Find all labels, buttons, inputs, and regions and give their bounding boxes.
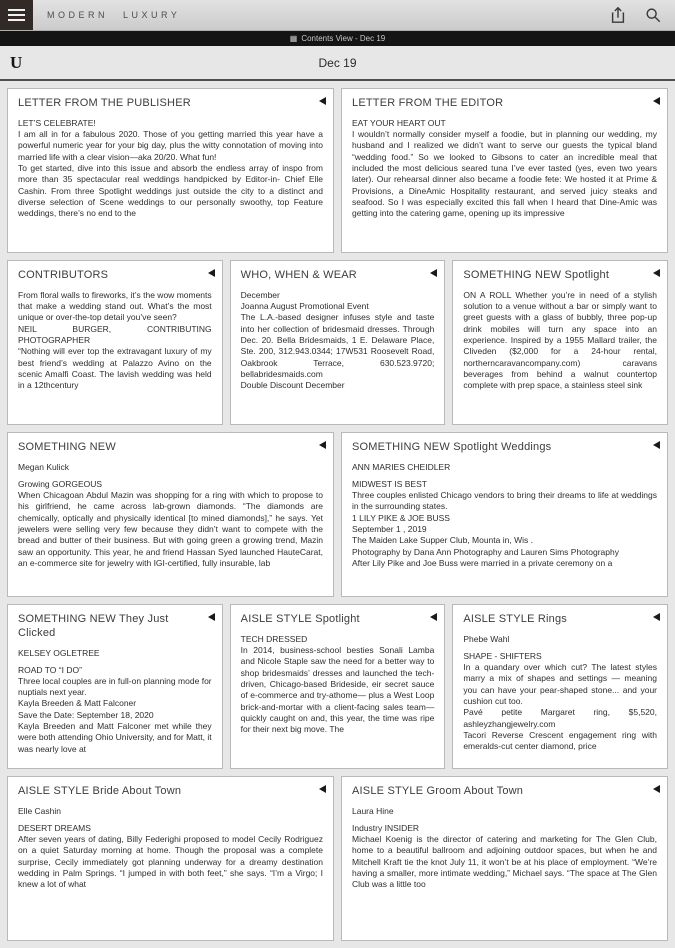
app-header — [0, 0, 675, 31]
article-author: ANN MARIES CHEIDLER — [352, 461, 451, 472]
article-author: Megan Kulick — [18, 461, 70, 472]
corner-marker-icon — [653, 441, 660, 449]
article-card[interactable] — [7, 88, 334, 253]
corner-marker-icon — [653, 785, 660, 793]
share-icon — [609, 6, 627, 24]
article-body: Industry INSIDER Michael Koenig is the director of catering and marketing for The Glen Club, home to a beautiful ballroom and adjoining outdoor spaces, but when he and Mitchell Kraft tie the knot July 11, it won’t be at his place of employment. “We’re having a smaller, more intimate wedding,” Michael says. “The space at The Glen Club was a little too — [352, 822, 657, 890]
article-card[interactable] — [341, 88, 668, 253]
article-card[interactable] — [230, 260, 446, 425]
contents-grid — [0, 81, 675, 948]
article-card[interactable] — [7, 604, 223, 769]
article-body: EAT YOUR HEART OUT I wouldn’t normally consider myself a foodie, but in planning our wedding, my husband and I realized we didn’t want to serve our guests the typical bland “wedding food.” So we looked to Gibsons to cater an incredible meal that included the most delicious seared tuna I’ve ever tasted (yes, even two years later). Our rehearsal dinner also became a foodie fete: We hosted it at Prime & Provisions, a DineAmic Hospitality restaurant, and served juicy steaks and seafood. So I was especially excited this fall when I heard that Dine-Amic was getting into the catering game, opening up its impressive — [352, 117, 657, 219]
contents-grid-icon: ▦ — [289, 33, 298, 43]
issue-toolbar — [0, 46, 675, 81]
article-card[interactable] — [7, 432, 334, 597]
article-title: LETTER FROM THE PUBLISHER — [18, 97, 191, 109]
article-author: Elle Cashin — [18, 805, 61, 816]
article-card[interactable] — [7, 260, 223, 425]
publication-logo: U — [10, 52, 23, 72]
corner-marker-icon — [319, 441, 326, 449]
corner-marker-icon — [319, 97, 326, 105]
search-button[interactable] — [640, 2, 666, 28]
contents-view-strip — [0, 31, 675, 46]
article-title: AISLE STYLE Rings — [463, 613, 567, 625]
article-title: SOMETHING NEW They Just Clicked — [18, 613, 169, 639]
article-body: SHAPE - SHIFTERS In a quandary over which cut? The latest styles marry a mix of shapes and settings — meaning you can have your pear-shaped stone... and your cushion cut too. Pavé petite Margaret ring, $5,520, ashleyzhangjewelry.com Tacori Reverse Crescent engagement ring with emeralds-cut center diamond, price — [463, 650, 657, 752]
contents-view-label: Contents View - Dec 19 — [301, 34, 386, 43]
article-title: LETTER FROM THE EDITOR — [352, 97, 504, 109]
corner-marker-icon — [319, 785, 326, 793]
article-card[interactable] — [452, 604, 668, 769]
share-button[interactable] — [605, 2, 631, 28]
hamburger-icon — [8, 9, 25, 11]
article-author: Phebe Wahl — [463, 633, 510, 644]
article-title: AISLE STYLE Bride About Town — [18, 785, 182, 797]
article-author: KELSEY OGLETREE — [18, 647, 100, 658]
hamburger-icon — [8, 19, 25, 21]
corner-marker-icon — [653, 613, 660, 621]
article-body: ROAD TO “I DO” Three local couples are in full-on planning mode for nuptials next year. Kayla Breeden & Matt Falconer Save the Date: September 18, 2020 Kayla Breeden and Matt Falconer met while they were both attending Ohio University, and for Matt, it was nearly love at — [18, 664, 212, 754]
article-body: ON A ROLL Whether you’re in need of a stylish solution to a venue without a bar or simply want to greet guests with a glass of bubbly, three pop-up drink mobiles will turn any space into an experience. Inspired by a 1955 Mallard trailer, the Cliveden ($2,000 for a 24-hour rental, northerncaravancompany.com) caravans beverages from behind a walnut countertop complete with prep space, a stainless steel sink — [463, 289, 657, 391]
article-title: AISLE STYLE Spotlight — [240, 613, 360, 625]
article-body: Growing GORGEOUS When Chicagoan Abdul Mazin was shopping for a ring with which to propose to his girlfriend, he came across lab-grown diamonds. “The diamonds are chemically, optically and physically identical [to mined diamonds],” he says. Yet jewelers were selling very few because they didn’t want to compete with the bread and butter of their business. But with going green a growing trend, Mazin saw an opportunity. This year, he and friend Hassan Syed launched HauteCarat, an e-commerce site for jewelry with IGI-certified, fully insurable, lab — [18, 478, 323, 568]
article-title: AISLE STYLE Groom About Town — [352, 785, 524, 797]
hamburger-icon — [8, 14, 25, 16]
corner-marker-icon — [208, 613, 215, 621]
article-card[interactable] — [452, 260, 668, 425]
corner-marker-icon — [208, 269, 215, 277]
article-body: From floral walls to fireworks, it’s the wow moments that make a wedding stand out. What’s the most unique or over-the-top detail you’ve seen? NEIL BURGER, CONTRIBUTING PHOTOGRAPHER “Nothing will ever top the extravagant luxury of my best friend’s wedding at Palazzo Avino on the scenic Amalfi Coast. The lavish wedding was held in a 12thcentury — [18, 289, 212, 391]
hamburger-menu-button[interactable] — [0, 0, 33, 30]
brand-logo: MODERN LUXURY — [47, 10, 181, 20]
article-card[interactable] — [341, 776, 668, 941]
article-card[interactable] — [341, 432, 668, 597]
article-body: TECH DRESSED In 2014, business-school besties Sonali Lamba and Nicole Staple saw the need for a better way to shop bridesmaids’ dresses and launched the tech-driven, Chicago-based Brideside, eir secret sauce of e-commerce and try-athome— plus a West Loop brick-and-mortar with a client-facing sales team—quickly caught on and, this year, the time was ripe for their next big move. The — [240, 633, 435, 735]
search-icon — [644, 6, 662, 24]
issue-date: Dec 19 — [318, 55, 357, 70]
article-body: December Joanna August Promotional Event The L.A.-based designer infuses style and taste into her collection of bridesmaid dresses. Through Dec. 20. Bella Bridesmaids, 1 E. Delaware Place, Ste. 200, 312.943.0344; 17W531 Roosevelt Road, Oakbrook Terrace, 630.523.9720; bellabridesmaids.com Double Discount December — [240, 289, 435, 391]
article-body: LET’S CELEBRATE! I am all in for a fabulous 2020. Those of you getting married this year have a powerful numeric year for your big day, plus the witty connotation of moving into married life with a clear vision—aka 20/20. What fun! To get started, dive into this issue and absorb the endless array of inspo from more than 35 spectacular real weddings handpicked by Editor-in- Chief Elle Cashin. From three Spotlight weddings just outside the city to a distinct and diverse selection of Scene weddings to our personally swoothy, top Feature weddings, there’s no end to the — [18, 117, 323, 219]
article-title: CONTRIBUTORS — [18, 269, 109, 281]
article-body: MIDWEST IS BEST Three couples enlisted Chicago vendors to bring their dreams to life at weddings in the surrounding states. 1 LILY PIKE & JOE BUSS September 1 , 2019 The Maiden Lake Supper Club, Mounta in, Wis . Photography by Dana Ann Photography and Lauren Sims Photography After Lily Pike and Joe Buss were married in a private ceremony on a — [352, 478, 657, 568]
article-title: WHO, WHEN & WEAR — [240, 269, 357, 281]
article-title: SOMETHING NEW Spotlight — [463, 269, 610, 281]
corner-marker-icon — [430, 269, 437, 277]
article-title: SOMETHING NEW Spotlight Weddings — [352, 441, 552, 453]
article-card[interactable] — [230, 604, 446, 769]
article-card[interactable] — [7, 776, 334, 941]
article-title: SOMETHING NEW — [18, 441, 116, 453]
corner-marker-icon — [430, 613, 437, 621]
article-body: DESERT DREAMS After seven years of dating, Billy Federighi proposed to model Cecily Rodriguez on a quiet Saturday morning at home. Though the proposal was a complete surprise, Cecily immediately got planning underway for a dreamy destination wedding in Palm Springs. “I jumped in with both feet,” she says. “I’m a Virgo; I knew a lot of what — [18, 822, 323, 890]
article-author: Laura Hine — [352, 805, 394, 816]
corner-marker-icon — [653, 269, 660, 277]
corner-marker-icon — [653, 97, 660, 105]
